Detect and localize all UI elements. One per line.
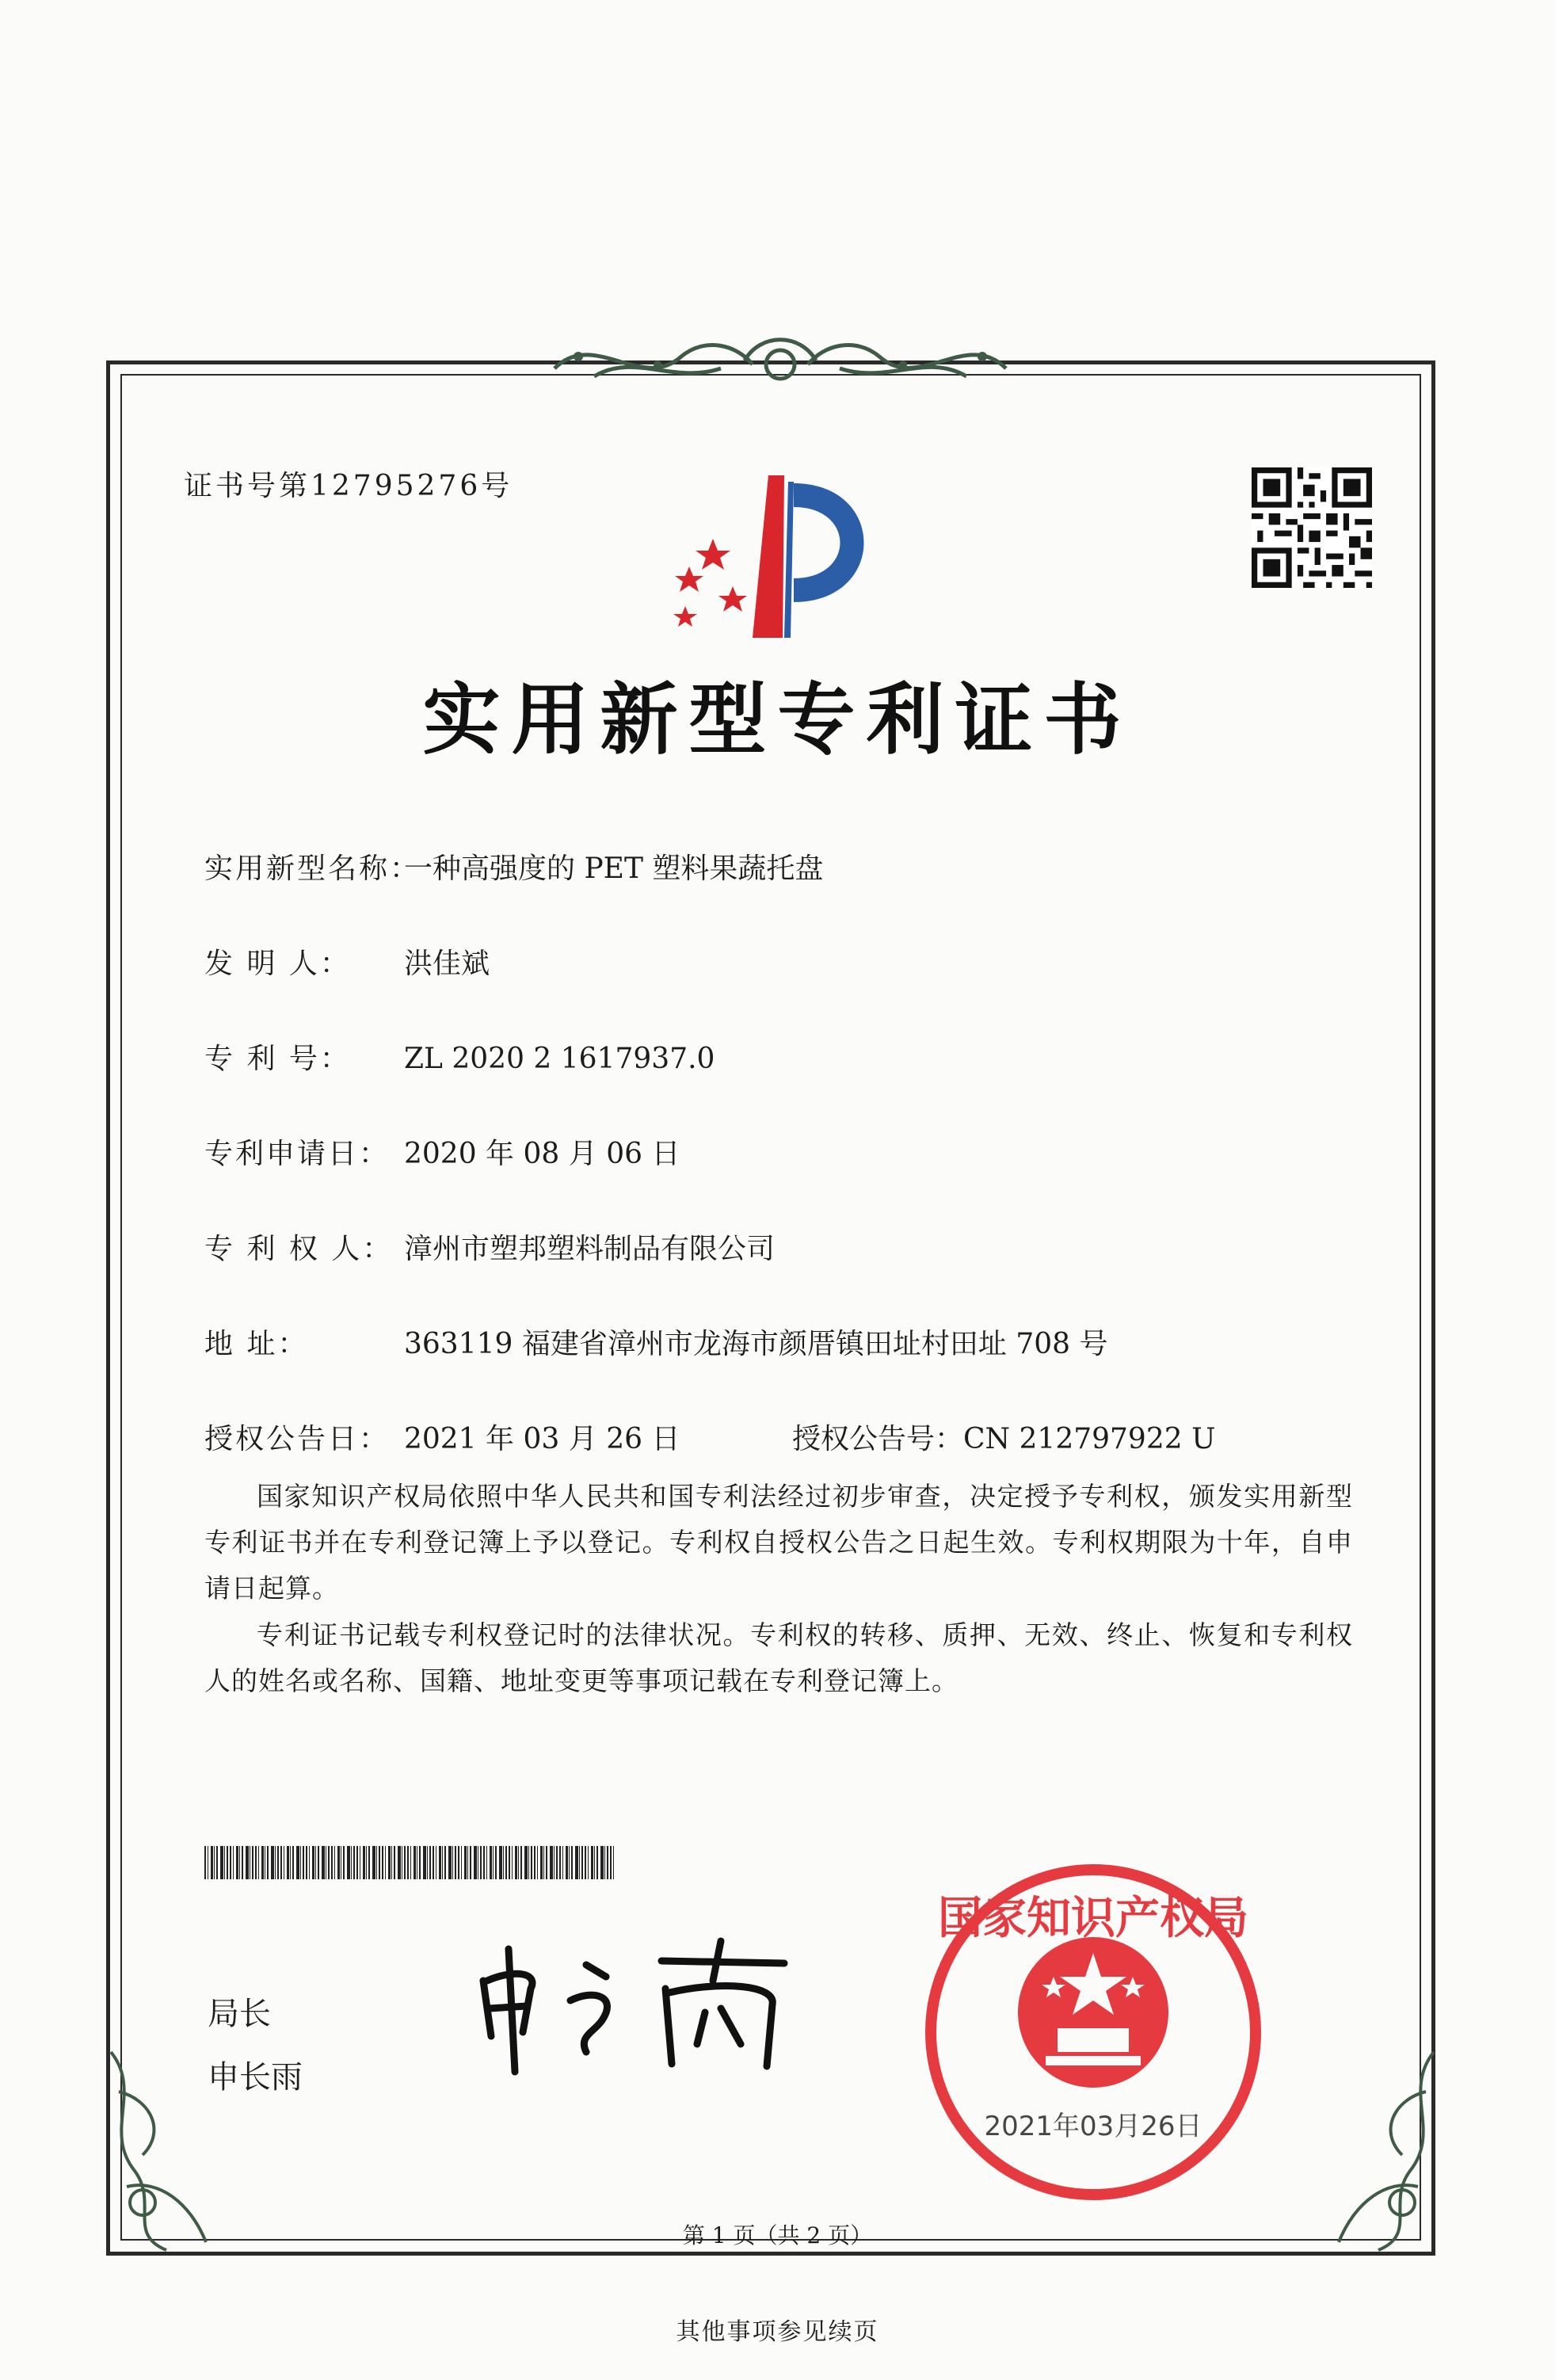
certificate-number: 证书号第12795276号 (184, 470, 513, 502)
field-value: 漳州市塑邦塑料制品有限公司 (404, 1233, 776, 1265)
field-value: 2020 年 08 月 06 日 (404, 1138, 680, 1170)
field-patentee (204, 1226, 775, 1267)
field-inventor (204, 941, 490, 982)
page-title: 实用新型专利证书 (422, 675, 1133, 765)
field-value: ZL 2020 2 1617937.0 (404, 1043, 715, 1075)
field-address (204, 1322, 1107, 1362)
signatory-name: 申长雨 (208, 2059, 303, 2096)
field-value: 一种高强度的 PET 塑料果蔬托盘 (404, 852, 824, 885)
field-value: 洪佳斌 (404, 948, 490, 980)
field-label: 专 利 权 人： (204, 1233, 394, 1265)
field-value: CN 212797922 U (963, 1423, 1216, 1455)
field-label: 地 址： (204, 1328, 309, 1360)
field-filing-date (204, 1131, 680, 1172)
field-value: 2021 年 03 月 26 日 (404, 1423, 680, 1455)
field-label: 专 利 号： (204, 1043, 351, 1075)
top-ornament (547, 321, 1014, 400)
grant-statement: 国家知识产权局依照中华人民共和国专利法经过初步审查，决定授予专利权，颁发实用新型专利证书并在专利登记簿上予以登记。专利权自授权公告之日起生效。专利权期限为十年，自申请日起算。 (204, 1481, 1353, 1604)
official-seal-icon (919, 1858, 1267, 2206)
field-label: 发 明 人： (204, 948, 351, 980)
field-utility-model-name (204, 846, 823, 887)
field-announcement-number (792, 1417, 1215, 1457)
field-label: 专利申请日： (204, 1138, 391, 1170)
field-label: 授权公告号： (792, 1423, 964, 1455)
footer-note: 其他事项参见续页 (676, 2318, 879, 2346)
seal-org-text: 国家知识产权局 (938, 1893, 1248, 1944)
field-label: 授权公告日： (204, 1423, 391, 1455)
signature-icon (467, 1933, 800, 2076)
page-number: 第 1 页（共 2 页） (682, 2222, 873, 2248)
field-label: 实用新型名称： (204, 852, 421, 885)
field-value: 363119 福建省漳州市龙海市颜厝镇田址村田址 708 号 (404, 1328, 1108, 1360)
qr-code-icon (1252, 467, 1372, 588)
legal-status-statement: 专利证书记载专利权登记时的法律状况。专利权的转移、质押、无效、终止、恢复和专利权人的姓名或名称、国籍、地址变更等事项记载在专利登记簿上。 (204, 1619, 1353, 1696)
signatory-position: 局长 (208, 1996, 271, 2032)
field-grant-date (204, 1417, 680, 1457)
barcode-icon (204, 1846, 616, 1879)
cnipa-logo-icon (657, 467, 895, 650)
field-patent-number (204, 1036, 715, 1077)
seal-date-text: 2021年03月26日 (984, 2111, 1202, 2142)
